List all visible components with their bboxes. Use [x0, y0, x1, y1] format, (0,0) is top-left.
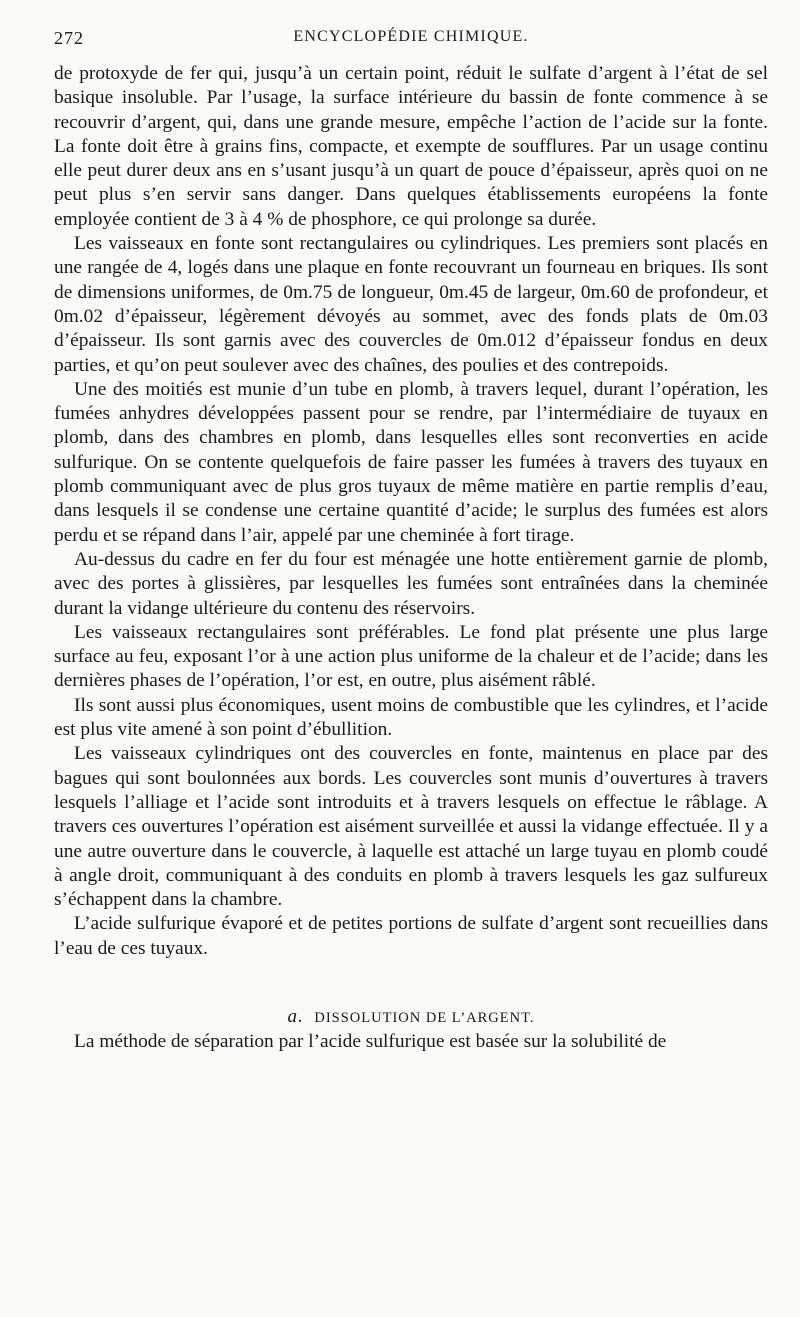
paragraph: de protoxyde de fer qui, jusqu’à un certain point, réduit le sulfate d’argent à l’état de sel basique insoluble. Par l’usage, la surface intérieure du bassin de fonte commence à se recouvrir d’argent, qui, dans une grande mesure, empêche l’action de l’acide sur la fonte. La fonte doit être à grains fins, compacte, et exempte de soufflures. Par un usage continu elle peut durer deux ans en s’usant jusqu’à un quart de pouce d’épaisseur, après quoi on ne peut plus s’en servir sans danger. Dans quelques établissements européens la fonte employée contient de 3 à 4 % de phosphore, ce qui prolonge sa durée.: [54, 63, 768, 230]
running-head: ENCYCLOPÉDIE CHIMIQUE.: [293, 28, 529, 45]
section-heading: [54, 1005, 768, 1030]
paragraph: Au-dessus du cadre en fer du four est ménagée une hotte entièrement garnie de plomb, avec des portes à glissières, par lesquelles les fumées sont entraînées dans la cheminée durant la vidange ultérieure du contenu des réservoirs.: [54, 548, 768, 619]
paragraph: Les vaisseaux cylindriques ont des couvercles en fonte, maintenus en place par des bagues qui sont boulonnées aux bords. Les couvercles sont munis d’ouvertures à travers lesquels l’alliage et l’acide sont introduits et à travers lesquels on effectue le râblage. A travers ces ouvertures l’opération est aisément surveillée et aussi la vidange effectuée. Il y a une autre ouverture dans le couvercle, à laquelle est attaché un large tuyau en plomb coudé à angle droit, communiquant à des conduits en plomb à travers lesquels les gaz sulfureux s’échappent dans la chambre.: [54, 743, 768, 911]
paragraph: L’acide sulfurique évaporé et de petites portions de sulfate d’argent sont recueillies dans l’eau de ces tuyaux.: [54, 913, 768, 959]
paragraph: Les vaisseaux en fonte sont rectangulaires ou cylindriques. Les premiers sont placés en une rangée de 4, logés dans une plaque en fonte recouvrant un fourneau en briques. Ils sont de dimensions uniformes, de 0m.75 de longueur, 0m.45 de largeur, 0m.60 de profondeur, et 0m.02 d’épaisseur, légèrement dévoyés au sommet, avec des fonds plats de 0m.03 d’épaisseur. Ils sont garnis avec des couvercles de 0m.012 d’épaisseur fondus en deux parties, et qu’on peut soulever avec des chaînes, des poulies et des contrepoids.: [54, 233, 768, 376]
paragraph: Ils sont aussi plus économiques, usent moins de combustible que les cylindres, et l’acide est plus vite amené à son point d’ébullition.: [54, 694, 768, 741]
page-header: [54, 22, 768, 52]
page-number: 272: [54, 28, 84, 48]
section-letter: a.: [287, 1005, 304, 1027]
paragraph: Les vaisseaux rectangulaires sont préférables. Le fond plat présente une plus large surface au feu, exposant l’or à une action plus uniforme de la chaleur et de l’acide; dans les dernières phases de l’opération, l’or est, en outre, plus aisément râblé.: [54, 621, 768, 692]
section-title: DISSOLUTION DE L’ARGENT.: [314, 1009, 535, 1026]
paragraph: Une des moitiés est munie d’un tube en plomb, à travers lequel, durant l’opération, les fumées anhydres développées passent pour se rendre, par l’intermédiaire de tuyaux en plomb, dans des chambres en plomb, dans lesquelles elles sont reconverties en acide sulfurique. On se contente quelquefois de faire passer les fumées à travers des tuyaux en plomb communiquant avec de plus gros tuyaux de même matière en partie remplis d’eau, dans lesquels il se condense une certaine quantité d’acide; le surplus des fumées est alors perdu et se répand dans l’air, appelé par une cheminée à fort tirage.: [54, 378, 768, 546]
body-text: [54, 62, 768, 1055]
paragraph: La méthode de séparation par l’acide sulfurique est basée sur la solubilité de: [74, 1031, 667, 1053]
